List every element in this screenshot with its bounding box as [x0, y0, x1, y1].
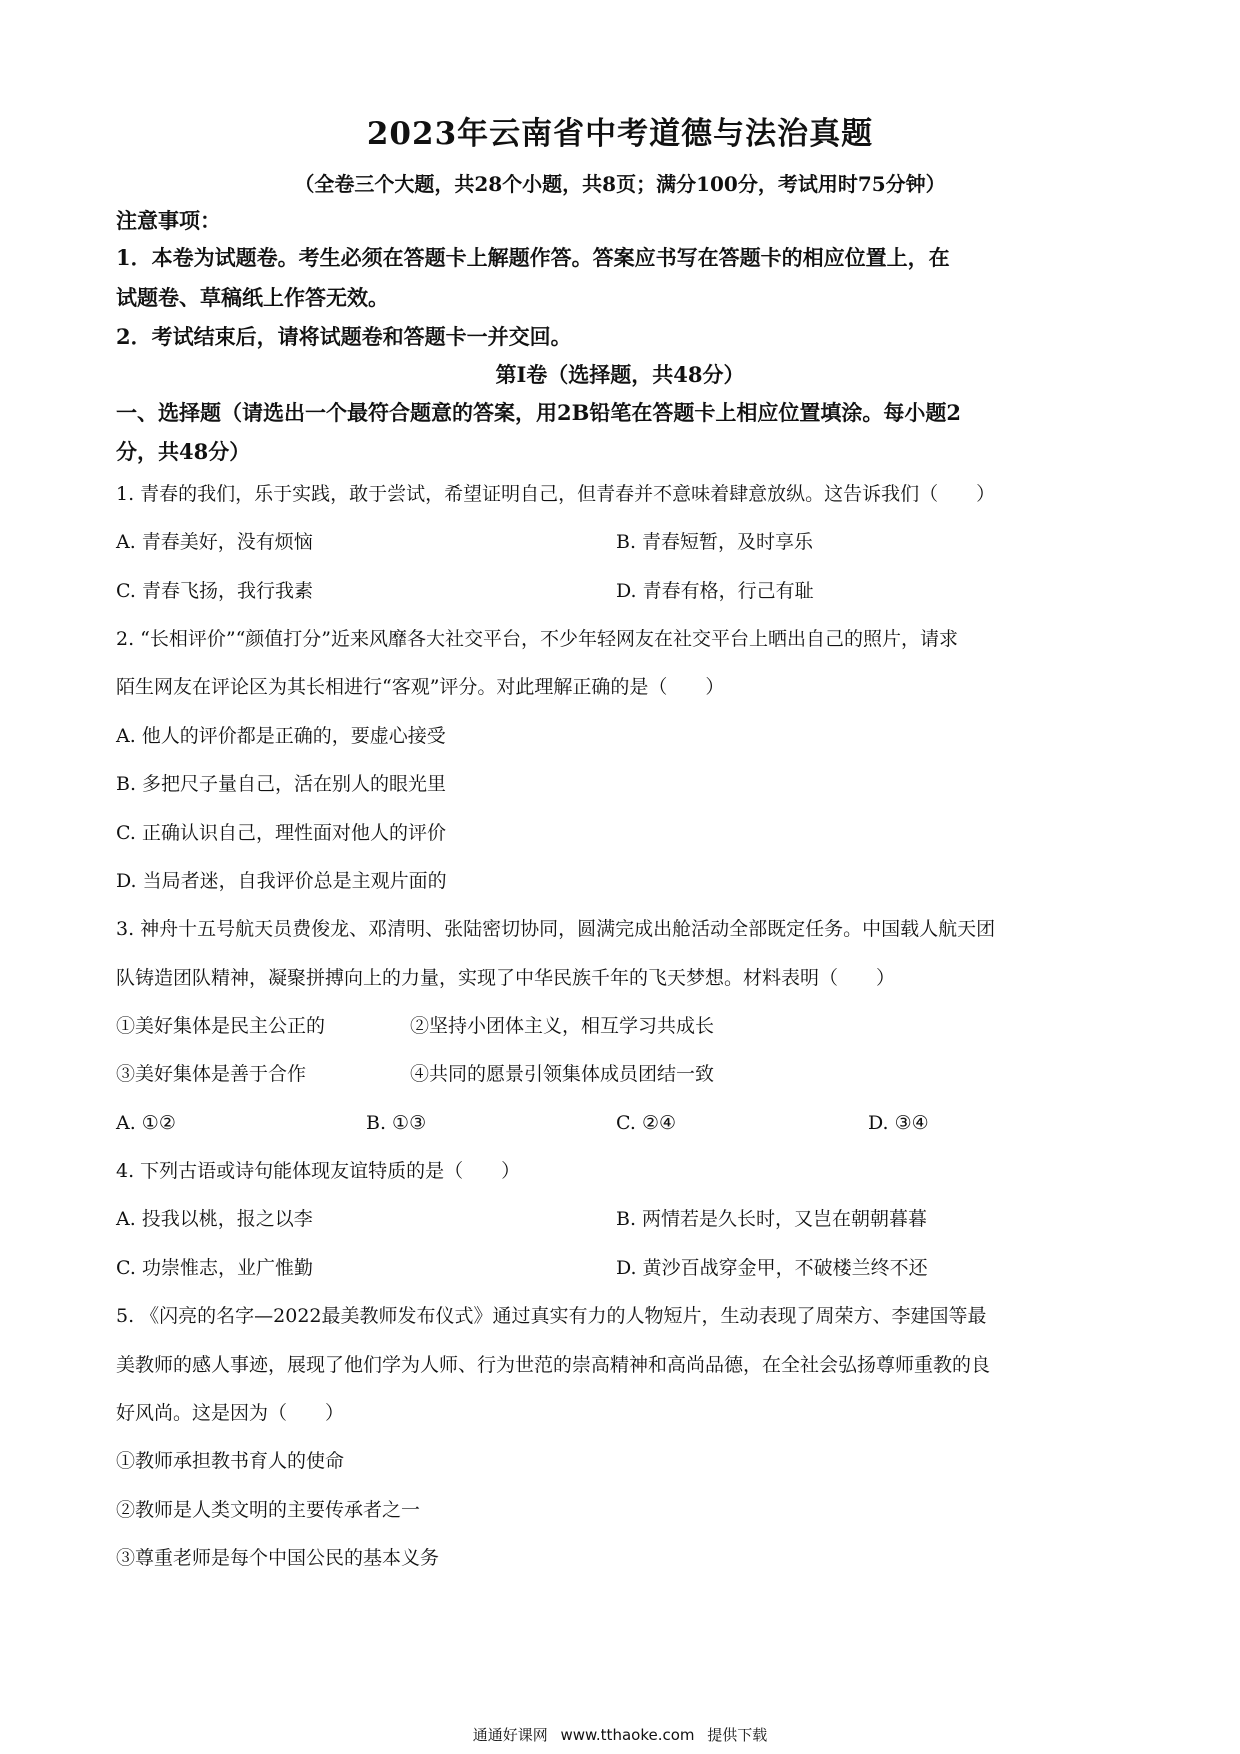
question-3-stem-line-2: 队铸造团队精神，凝聚拼搏向上的力量，实现了中华民族千年的飞天梦想。材料表明（ ）: [116, 967, 896, 989]
part-title: 第I卷（选择题，共48分）: [495, 362, 745, 387]
footer-site-name: 通通好课网: [472, 1726, 548, 1744]
question-3-option-b: B. ①③: [366, 1112, 427, 1134]
exam-title: 2023年云南省中考道德与法治真题: [366, 116, 874, 152]
question-5-statement-2: ②教师是人类文明的主要传承者之一: [116, 1499, 421, 1521]
question-5-stem-line-3: 好风尚。这是因为（ ）: [116, 1402, 345, 1424]
question-1-option-c: C. 青春飞扬，我行我素: [116, 580, 313, 602]
question-4-option-a: A. 投我以桃，报之以李: [116, 1208, 313, 1230]
question-4-stem: 4. 下列古语或诗句能体现友谊特质的是（ ）: [116, 1160, 521, 1182]
question-2-option-a: A. 他人的评价都是正确的，要虚心接受: [116, 725, 446, 747]
notice-heading: 注意事项：: [116, 208, 221, 233]
question-4-option-b: B. 两情若是久长时，又岂在朝朝暮暮: [616, 1208, 928, 1230]
question-2-option-d: D. 当局者迷，自我评价总是主观片面的: [116, 870, 447, 892]
question-3-option-d: D. ③④: [868, 1112, 929, 1134]
question-3-statement-4: ④共同的愿景引领集体成员团结一致: [410, 1063, 715, 1085]
footer-url[interactable]: www.tthaoke.com: [560, 1726, 695, 1744]
exam-subtitle: （全卷三个大题，共28个小题，共8页；满分100分，考试用时75分钟）: [294, 172, 946, 196]
notice-item-2: 2．考试结束后，请将试题卷和答题卡一并交回。: [116, 324, 572, 349]
question-5-statement-3: ③尊重老师是每个中国公民的基本义务: [116, 1547, 440, 1569]
section-instruction-line-1: 一、选择题（请选出一个最符合题意的答案，用2B铅笔在答题卡上相应位置填涂。每小题2: [116, 400, 961, 425]
question-1-option-d: D. 青春有格，行己有耻: [616, 580, 814, 602]
notice-item-1-line-1: 1．本卷为试题卷。考生必须在答题卡上解题作答。答案应书写在答题卡的相应位置上，在: [116, 245, 950, 270]
question-2-option-b: B. 多把尺子量自己，活在别人的眼光里: [116, 773, 447, 795]
question-2-stem-line-1: 2. “长相评价”“颜值打分”近来风靡各大社交平台，不少年轻网友在社交平台上晒出自己的照片，请求: [116, 628, 959, 650]
question-5-statement-1: ①教师承担教书育人的使命: [116, 1450, 345, 1472]
question-2-stem-line-2: 陌生网友在评论区为其长相进行“客观”评分。对此理解正确的是（ ）: [116, 676, 725, 698]
question-3-stem-line-1: 3. 神舟十五号航天员费俊龙、邓清明、张陆密切协同，圆满完成出舱活动全部既定任务。中国载人航天团: [116, 918, 996, 940]
page-footer: [0, 1724, 1240, 1745]
footer-note: 提供下载: [707, 1726, 768, 1744]
section-instruction-line-2: 分，共48分）: [116, 439, 251, 464]
question-3-statement-1: ①美好集体是民主公正的: [116, 1015, 326, 1037]
question-3-statement-2: ②坚持小团体主义，相互学习共成长: [410, 1015, 715, 1037]
question-1-stem: 1. 青春的我们，乐于实践，敢于尝试，希望证明自己，但青春并不意味着肆意放纵。这告诉我们（ ）: [116, 483, 996, 505]
question-3-statement-3: ③美好集体是善于合作: [116, 1063, 307, 1085]
question-2-option-c: C. 正确认识自己，理性面对他人的评价: [116, 822, 446, 844]
notice-item-1-line-2: 试题卷、草稿纸上作答无效。: [116, 285, 389, 310]
question-4-option-c: C. 功崇惟志，业广惟勤: [116, 1257, 313, 1279]
question-1-option-a: A. 青春美好，没有烦恼: [116, 531, 313, 553]
question-3-option-a: A. ①②: [116, 1112, 176, 1134]
question-4-option-d: D. 黄沙百战穿金甲，不破楼兰终不还: [616, 1257, 928, 1279]
question-1-option-b: B. 青春短暂，及时享乐: [616, 531, 814, 553]
question-5-stem-line-1: 5. 《闪亮的名字—2022最美教师发布仪式》通过真实有力的人物短片，生动表现了周荣方、李建国等最: [116, 1305, 987, 1327]
question-3-option-c: C. ②④: [616, 1112, 677, 1134]
question-5-stem-line-2: 美教师的感人事迹，展现了他们学为人师、行为世范的崇高精神和高尚品德，在全社会弘扬尊师重教的良: [116, 1354, 991, 1376]
